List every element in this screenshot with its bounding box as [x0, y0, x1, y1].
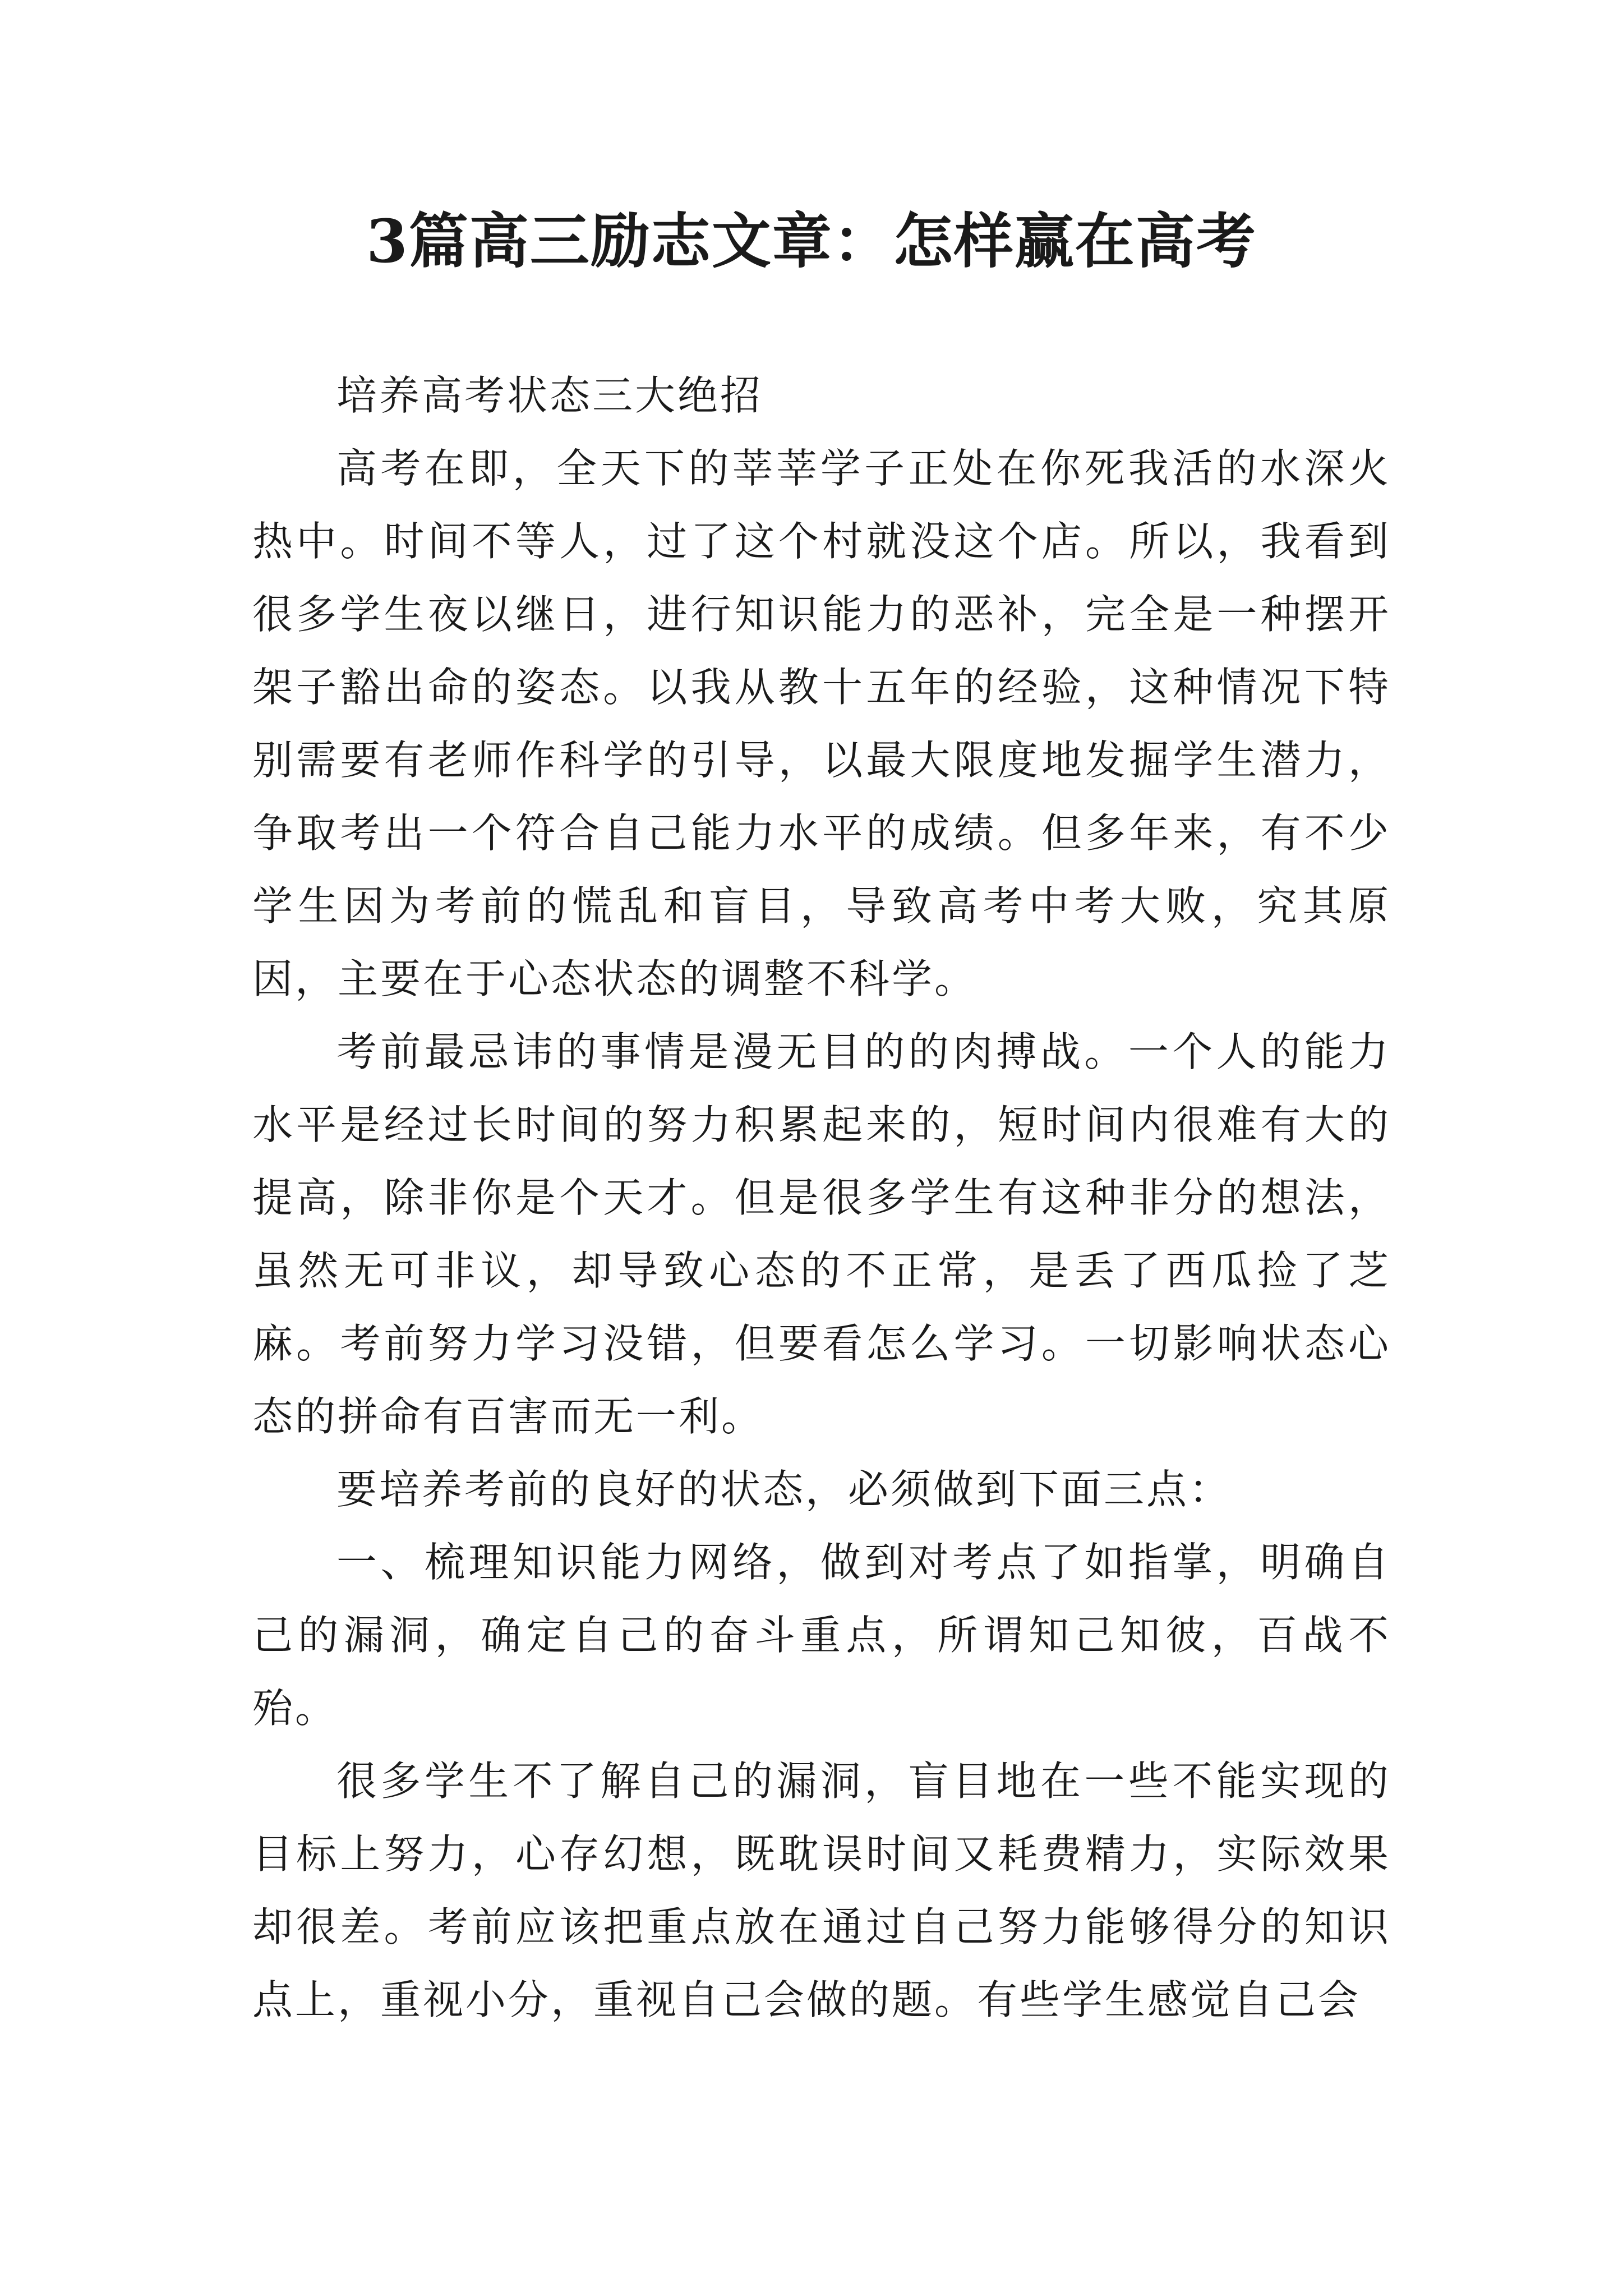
paragraph: 考前最忌讳的事情是漫无目的的肉搏战。一个人的能力水平是经过长时间的努力积累起来的，短时间内很难有大的提高，除非你是个天才。但是很多学生有这种非分的想法，虽然无可非议，却导致心态的不正常，是丢了西瓜捡了芝麻。考前努力学习没错，但要看怎么学习。一切影响状态心态的拼命有百害而无一利。 [252, 1028, 1391, 1440]
paragraph: 高考在即，全天下的莘莘学子正处在你死我活的水深火热中。时间不等人，过了这个村就没这个店。所以，我看到很多学生夜以继日，进行知识能力的恶补，完全是一种摆开架子豁出命的姿态。以我从教十五年的经验，这种情况下特别需要有老师作科学的引导，以最大限度地发掘学生潜力，争取考出一个符合自己能力水平的成绩。但多年来，有不少学生因为考前的慌乱和盲目，导致高考中考大败，究其原因，主要在于心态状态的调整不科学。 [252, 445, 1391, 1002]
paragraph-subheading: 培养高考状态三大绝招 [336, 372, 763, 419]
document-body [252, 359, 1391, 2036]
paragraph: 一、梳理知识能力网络，做到对考点了如指掌，明确自己的漏洞，确定自己的奋斗重点，所谓知己知彼，百战不殆。 [252, 1539, 1391, 1732]
paragraph: 要培养考前的良好的状态，必须做到下面三点： [336, 1466, 1232, 1513]
document-title: 3篇高三励志文章：怎样赢在高考 [366, 206, 1257, 276]
paragraph: 很多学生不了解自己的漏洞，盲目地在一些不能实现的目标上努力，心存幻想，既耽误时间又耗费精力，实际效果却很差。考前应该把重点放在通过自己努力能够得分的知识点上，重视小分，重视自己会做的题。有些学生感觉自己会 [252, 1757, 1391, 2023]
